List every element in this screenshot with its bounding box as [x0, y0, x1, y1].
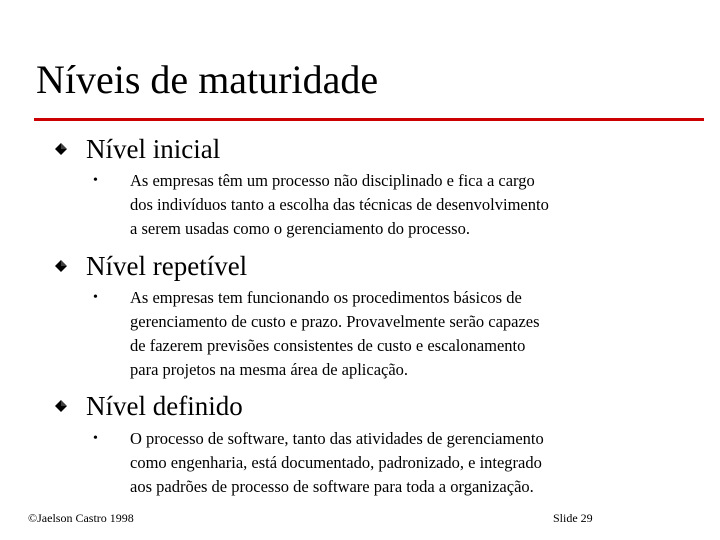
text-line: como engenharia, está documentado, padronizado, e integrado: [130, 453, 542, 472]
diamond-bullet-icon: [55, 260, 67, 272]
title-underline: [34, 118, 704, 121]
section-text-nivel-definido: [130, 427, 670, 499]
text-line: aos padrões de processo de software para toda a organização.: [130, 477, 534, 496]
text-line: As empresas tem funcionando os procedimentos básicos de: [130, 288, 522, 307]
text-line: gerenciamento de custo e prazo. Provavelmente serão capazes: [130, 312, 540, 331]
text-line: O processo de software, tanto das atividades de gerenciamento: [130, 429, 544, 448]
slide-title: Níveis de maturidade: [36, 57, 379, 102]
section-heading-nivel-inicial: Nível inicial: [86, 134, 221, 164]
footer-slide-number: Slide 29: [553, 511, 593, 525]
section-heading-nivel-repetivel: Nível repetível: [86, 251, 248, 281]
sub-bullet-marker: •: [93, 431, 98, 446]
diamond-bullet-icon: [55, 400, 67, 412]
diamond-bullet-icon: [55, 143, 67, 155]
text-line: para projetos na mesma área de aplicação.: [130, 360, 409, 379]
text-line: a serem usadas como o gerenciamento do processo.: [130, 219, 470, 238]
section-heading-nivel-definido: Nível definido: [86, 391, 243, 421]
text-line: dos indivíduos tanto a escolha das técnicas de desenvolvimento: [130, 195, 549, 214]
section-text-nivel-inicial: [130, 169, 670, 241]
sub-bullet-marker: •: [93, 173, 98, 188]
text-line: de fazerem previsões consistentes de custo e escalonamento: [130, 336, 526, 355]
text-line: As empresas têm um processo não disciplinado e fica a cargo: [130, 171, 535, 190]
section-text-nivel-repetivel: [130, 286, 670, 382]
sub-bullet-marker: •: [93, 290, 98, 305]
footer-copyright: ©Jaelson Castro 1998: [28, 511, 134, 525]
